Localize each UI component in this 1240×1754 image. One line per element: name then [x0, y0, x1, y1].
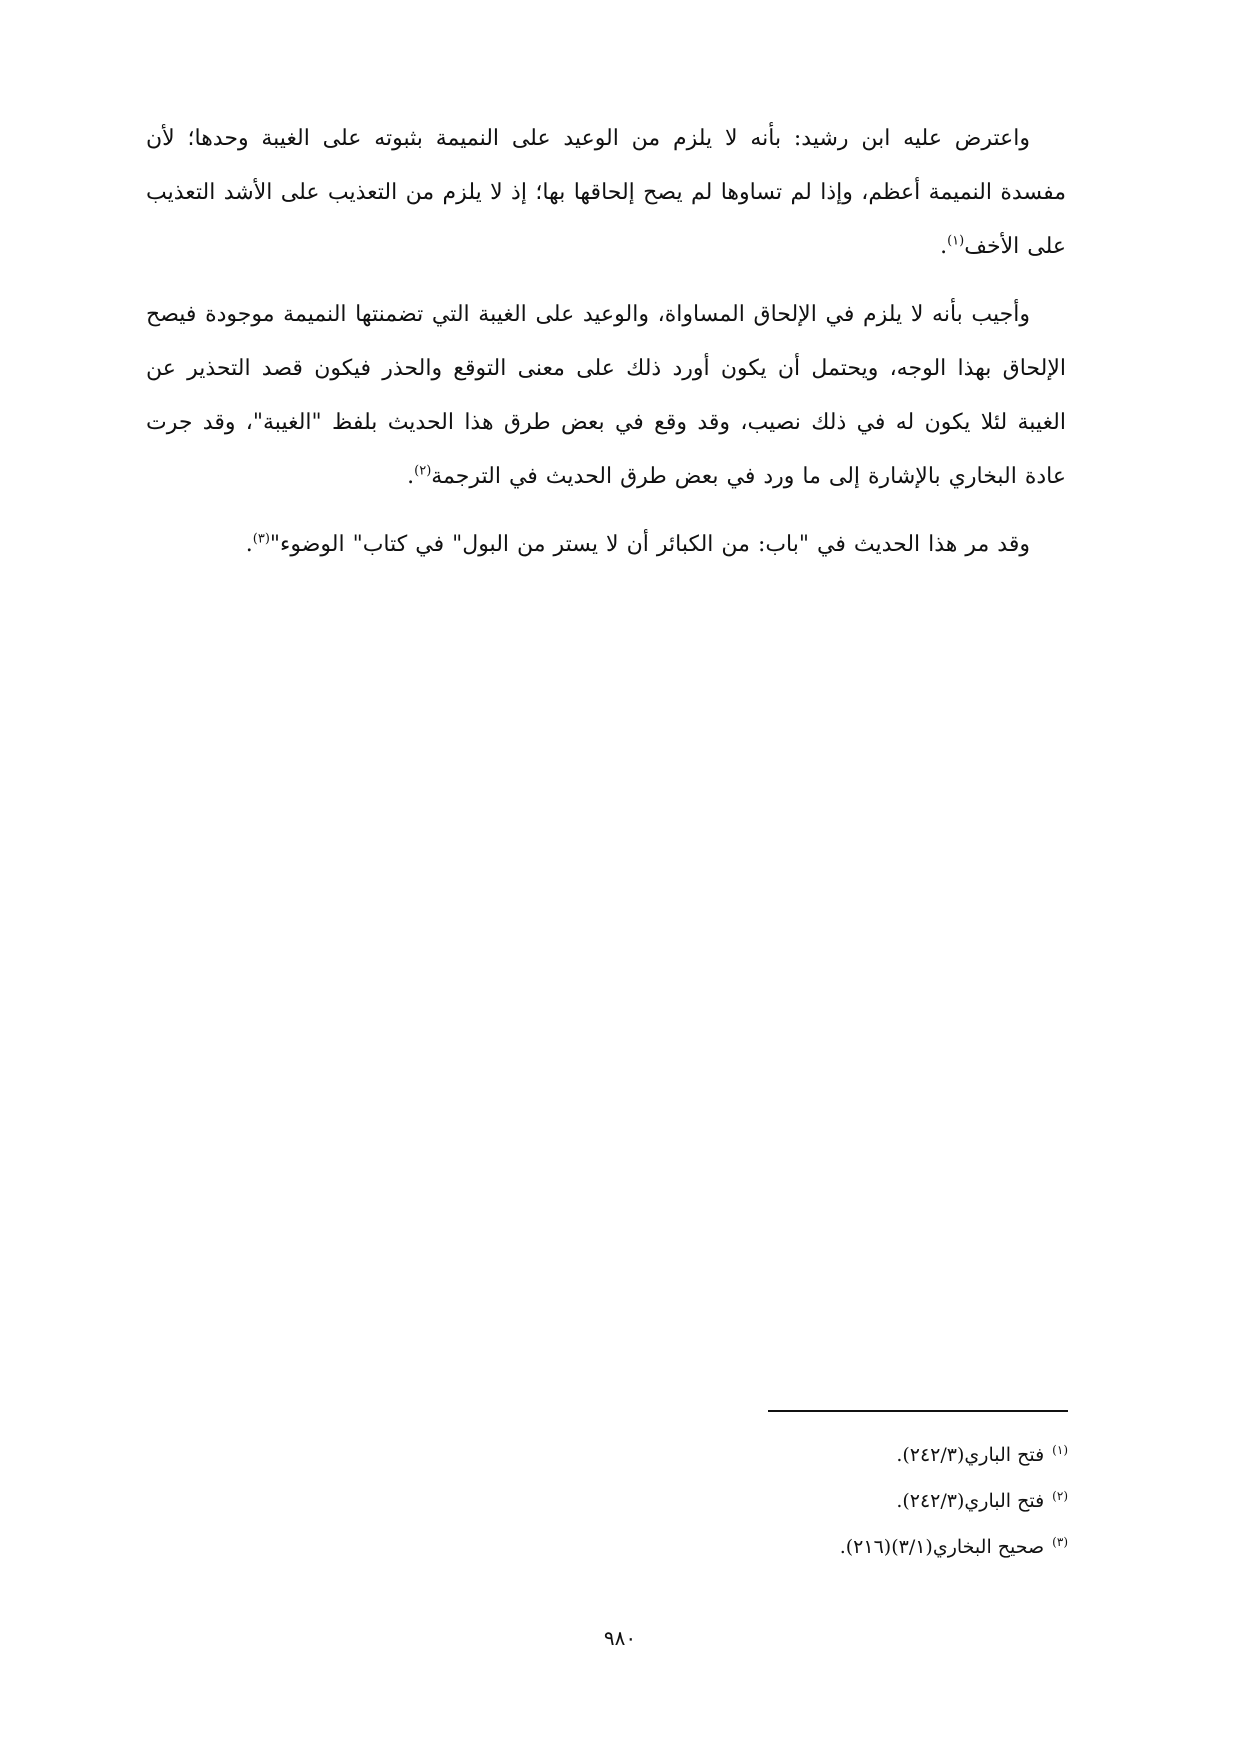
footnote-ref-1: (١) — [947, 233, 965, 249]
paragraph-3-end: . — [245, 532, 253, 557]
footnotes — [600, 1432, 1068, 1570]
footnote-ref-3: (٣) — [252, 531, 270, 547]
footnote-1-text: فتح الباري(٢٤٢/٣). — [896, 1444, 1045, 1466]
paragraph-1-text: واعترض عليه ابن رشيد: بأنه لا يلزم من الوعيد على النميمة بثبوته على الغيبة وحدها؛ لأن مفسدة النميمة أعظم، وإذا لم تساوها لم يصح إلحاقها بها؛ إذ لا يلزم من التعذيب على الأشد التعذيب على الأخف — [146, 126, 1066, 259]
footnote-2-text: فتح الباري(٢٤٢/٣). — [896, 1490, 1045, 1512]
paragraph-3-text: وقد مر هذا الحديث في "باب: من الكبائر أن لا يستر من البول" في كتاب" الوضوء" — [269, 532, 1030, 557]
footnote-3-text: صحيح البخاري(٣/١)(٢١٦). — [839, 1536, 1045, 1558]
main-text — [146, 112, 1066, 586]
paragraph-3 — [146, 518, 1066, 572]
paragraph-1-end: . — [940, 234, 948, 259]
page-number: ٩٨٠ — [603, 1626, 637, 1650]
footnote-2 — [600, 1478, 1068, 1524]
footnote-3-marker: (٣) — [1052, 1534, 1068, 1549]
footnote-ref-2: (٢) — [414, 463, 432, 479]
footnote-3 — [600, 1524, 1068, 1570]
footnote-2-marker: (٢) — [1052, 1488, 1068, 1503]
paragraph-2-text: وأجيب بأنه لا يلزم في الإلحاق المساواة، والوعيد على الغيبة التي تضمنتها النميمة موجودة فيصح الإلحاق بهذا الوجه، ويحتمل أن يكون أورد ذلك على معنى التوقع والحذر فيكون قصد التحذير عن الغيبة لئلا يكون له في ذلك نصيب، وقد وقع في بعض طرق هذا الحديث بلفظ "الغيبة"، وقد جرت عادة البخاري بالإشارة إلى ما ورد في بعض طرق الحديث في الترجمة — [146, 302, 1066, 489]
paragraph-2-end: . — [407, 464, 415, 489]
paragraph-1 — [146, 112, 1066, 274]
footnote-1 — [600, 1432, 1068, 1478]
paragraph-2 — [146, 288, 1066, 504]
footnote-divider — [768, 1410, 1068, 1412]
footnote-1-marker: (١) — [1052, 1442, 1068, 1457]
